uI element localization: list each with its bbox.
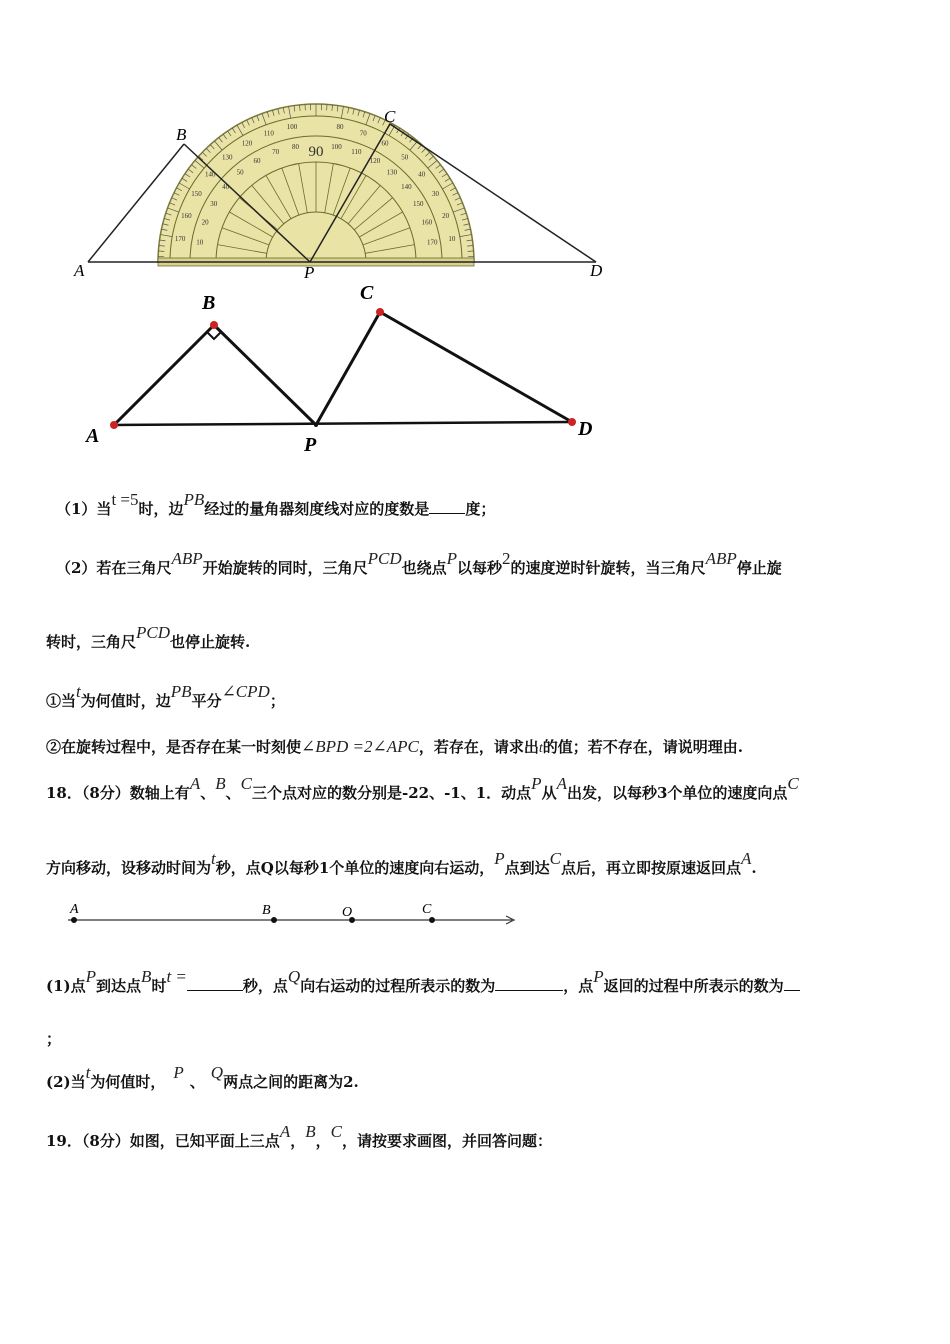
nl-label-c: C	[422, 902, 432, 917]
protractor-inner-number: 80	[292, 142, 300, 151]
question-2: （2）若在三角尺ABP开始旋转的同时，三角尺PCD也绕点P以每秒2的速度逆时针旋转，当三角尺ABP停止旋	[56, 549, 782, 577]
point-p	[314, 423, 318, 427]
protractor-inner-number: 150	[412, 200, 424, 208]
protractor-inner-number: 30	[210, 200, 218, 208]
label-c: C	[384, 107, 396, 126]
point-a	[110, 421, 118, 429]
protractor-inner-number: 10	[196, 238, 204, 247]
label2-b: B	[202, 292, 216, 314]
label-d: D	[590, 261, 603, 280]
protractor-inner-number: 40	[222, 183, 230, 192]
protractor-90-label: 90	[308, 144, 324, 160]
side-ab	[114, 325, 214, 425]
protractor-inner-number: 170	[426, 238, 438, 247]
protractor-outer-number: 20	[442, 211, 450, 220]
protractor-outer-number: 130	[222, 153, 233, 162]
protractor-outer-number: 110	[263, 129, 274, 138]
protractor-outer-number: 140	[205, 170, 216, 179]
protractor-outer-number: 170	[174, 235, 186, 244]
nl-label-o: O	[342, 905, 353, 920]
protractor-inner-number: 60	[253, 156, 261, 165]
side-pc	[316, 312, 380, 425]
question-2a: ①当t为何值时，边PB平分∠CPD；	[46, 682, 285, 710]
protractor-outer-number: 70	[359, 129, 367, 138]
side-cd	[380, 312, 572, 422]
label2-c: C	[360, 285, 374, 304]
side-ad	[114, 422, 572, 425]
question-1: （1）当t =5时，边PB经过的量角器刻度线对应的度数是 度；	[56, 490, 496, 518]
protractor-outer-number: 60	[381, 139, 389, 148]
answer-blank-q-expression[interactable]	[495, 976, 563, 991]
right-angle-mark	[207, 332, 221, 339]
question-18-1: (1)点P到达点B时t = 秒，点Q向右运动的过程所表示的数为 ，点P返回的过程中所表示的数为	[46, 975, 800, 996]
protractor-inner-number: 140	[401, 183, 412, 192]
protractor-inner-number: 20	[201, 218, 209, 227]
number-line	[56, 898, 526, 932]
protractor-outer-number: 10	[448, 235, 456, 244]
point-d	[568, 418, 576, 426]
question-2b: ②在旋转过程中，是否存在某一时刻使∠BPD =2∠APC，若存在，请求出t的值；若不存在，请说明理由.	[46, 737, 744, 756]
side-bp	[214, 325, 316, 425]
answer-blank-p-return[interactable]	[784, 976, 800, 991]
label2-p: P	[304, 434, 317, 455]
protractor-figure	[60, 100, 640, 285]
protractor-outer-number: 40	[418, 170, 426, 179]
protractor-outer-number: 160	[181, 211, 192, 220]
protractor-inner-number: 130	[386, 168, 398, 177]
label2-d: D	[578, 418, 593, 440]
triangles-figure	[80, 285, 610, 455]
protractor-outer-number: 120	[241, 139, 253, 148]
answer-blank-degree[interactable]	[429, 499, 465, 514]
protractor-outer-number: 150	[191, 190, 202, 198]
protractor-inner-number: 100	[331, 142, 342, 151]
question-19: 19．（8分）如图，已知平面上三点A，B，C，请按要求画图，并回答问题：	[46, 1122, 552, 1150]
point-c	[376, 308, 384, 316]
question-2-continued: 转时，三角尺PCD也停止旋转.	[46, 623, 251, 651]
nl-label-b: B	[262, 903, 271, 918]
label-p: P	[304, 263, 315, 282]
point-b	[210, 321, 218, 329]
nl-point-a	[71, 917, 77, 923]
question-18-2: (2)当t为何值时， P 、 Q两点之间的距离为2.	[46, 1063, 359, 1091]
question-18: 18．（8分）数轴上有A、B、C三个点对应的数分别是-22、-1、1．动点P从A出发，以每秒3个单位的速度向点C	[46, 774, 799, 802]
question-18-continued: 方向移动，设移动时间为t秒，点Q以每秒1个单位的速度向右运动，P点到达C点后，再立即按原速返回点A.	[46, 849, 757, 877]
protractor-outer-number: 100	[286, 123, 298, 132]
protractor-outer-number: 80	[336, 123, 344, 132]
protractor-inner-number: 110	[351, 148, 362, 157]
nl-point-b	[271, 917, 277, 923]
nl-label-a: A	[70, 902, 79, 917]
protractor-outer-number: 30	[432, 190, 440, 198]
question-18-1-end: ；	[46, 1030, 62, 1048]
label-a: A	[74, 261, 85, 280]
protractor-inner-number: 120	[369, 156, 381, 165]
label-b: B	[176, 125, 187, 144]
protractor-inner-number: 160	[421, 218, 433, 227]
protractor-inner-number: 50	[236, 168, 244, 177]
nl-point-c	[429, 917, 435, 923]
answer-blank-time[interactable]	[187, 976, 243, 991]
protractor-inner-number: 70	[272, 148, 280, 157]
protractor-outer-number: 50	[401, 153, 409, 162]
label2-a: A	[86, 425, 100, 447]
